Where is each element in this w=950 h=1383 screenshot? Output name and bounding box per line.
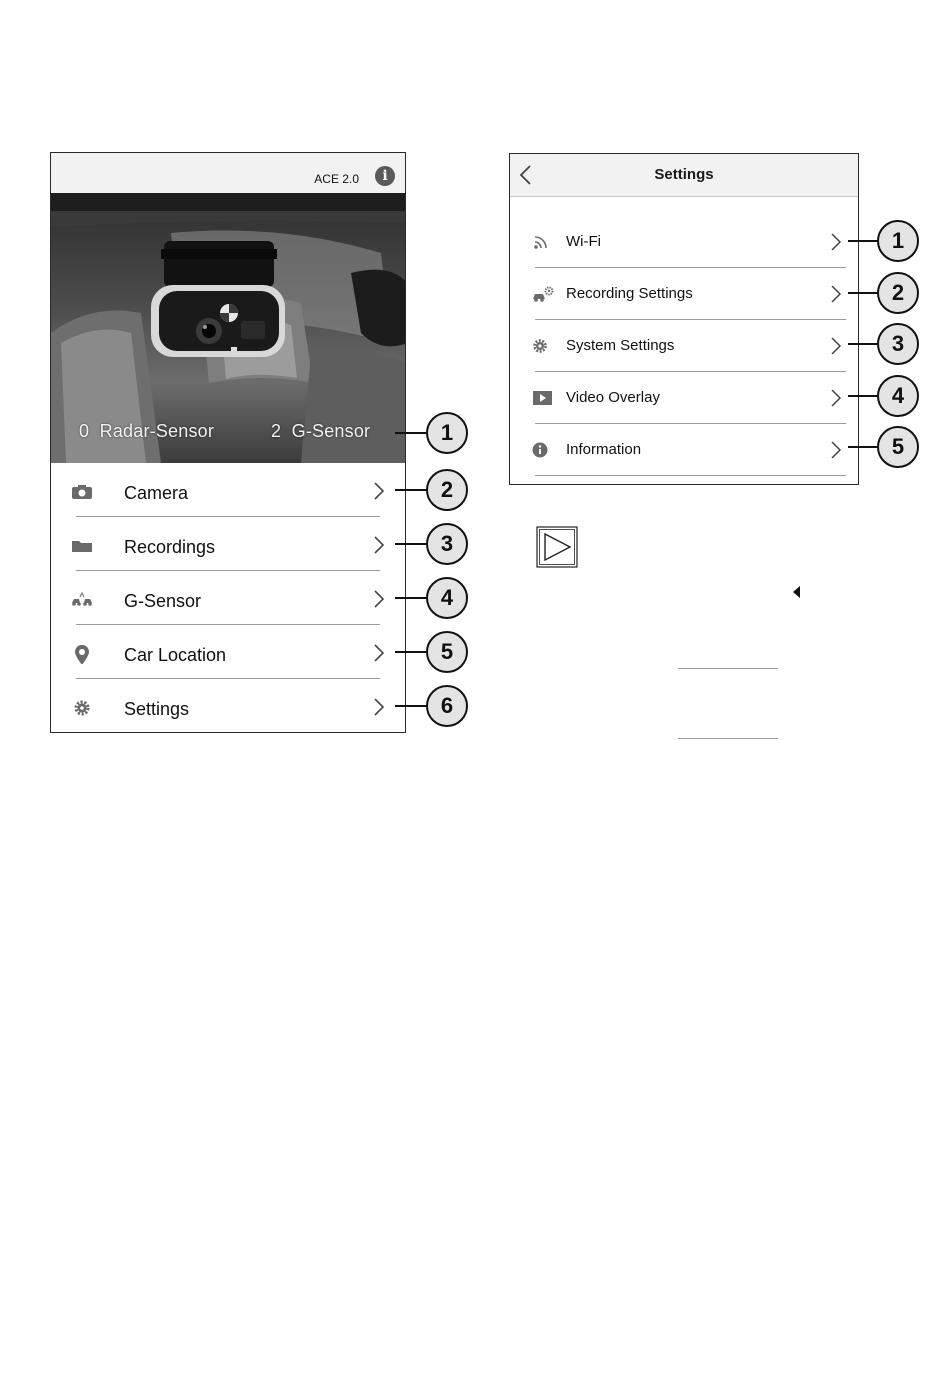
play-box-icon [532,390,554,406]
chevron-right-icon [830,388,842,408]
callout-leader [848,240,878,242]
divider [535,475,846,476]
callout-5: 5 [877,426,919,468]
home-screen [50,152,406,733]
settings-item-label: Information [566,441,642,458]
home-topbar [51,153,405,193]
callout-leader [395,489,427,491]
home-menu [51,463,405,733]
menu-item-settings[interactable] [51,679,405,733]
g-sensor-label: G-Sensor [291,421,371,441]
menu-item-car-location[interactable] [51,625,405,679]
folder-icon [71,537,93,555]
settings-screen [509,153,859,485]
settings-item-video-overlay[interactable] [510,372,858,424]
settings-header [510,154,858,197]
callout-leader [848,395,878,397]
callout-4: 4 [426,577,468,619]
chevron-right-icon [373,589,385,609]
gear-icon [71,699,93,717]
callout-leader [848,343,878,345]
menu-item-label: Settings [124,699,190,719]
menu-item-label: Recordings [124,537,216,557]
callout-3: 3 [877,323,919,365]
chevron-right-icon [373,643,385,663]
settings-item-label: System Settings [566,337,675,354]
app-version: ACE 2.0 [314,172,359,186]
dashcam-photo [51,193,405,463]
car-crash-icon [71,591,93,609]
menu-item-label: Camera [124,483,189,503]
callout-1: 1 [426,412,468,454]
chevron-right-icon [830,336,842,356]
wifi-icon [532,234,554,250]
gear-icon [532,338,554,354]
callout-3: 3 [426,523,468,565]
camera-icon [71,483,93,501]
settings-item-label: Wi-Fi [566,233,601,250]
g-sensor-count-value: 2 [271,421,282,441]
radar-sensor-label: Radar-Sensor [99,421,215,441]
settings-item-recording-settings[interactable] [510,268,858,320]
page-title: Settings [654,166,714,183]
callout-6: 6 [426,685,468,727]
menu-item-g-sensor[interactable] [51,571,405,625]
settings-item-label: Recording Settings [566,285,693,302]
callout-4: 4 [877,375,919,417]
info-icon [532,442,554,458]
settings-item-label: Video Overlay [566,389,660,406]
callout-leader [395,705,427,707]
rule-line [678,668,778,669]
callout-leader [395,597,427,599]
chevron-right-icon [373,481,385,501]
chevron-right-icon [830,440,842,460]
callout-leader [848,446,878,448]
menu-item-recordings[interactable] [51,517,405,571]
g-sensor-count [271,421,370,442]
rule-line [678,738,778,739]
chevron-right-icon [373,535,385,555]
note-play-icon [536,526,578,568]
location-pin-icon [71,642,93,664]
menu-item-camera[interactable] [51,463,405,517]
settings-item-system-settings[interactable] [510,320,858,372]
callout-2: 2 [877,272,919,314]
triangle-left-icon [792,585,802,599]
menu-item-label: Car Location [124,645,227,665]
settings-item-information[interactable] [510,424,858,476]
settings-menu [510,216,858,476]
callout-1: 1 [877,220,919,262]
callout-5: 5 [426,631,468,673]
chevron-right-icon [373,697,385,717]
radar-sensor-count [79,421,214,442]
settings-item-wifi[interactable] [510,216,858,268]
callout-leader [395,543,427,545]
callout-leader [395,651,427,653]
chevron-right-icon [830,284,842,304]
radar-sensor-count-value: 0 [79,421,90,441]
car-gear-icon [532,286,554,302]
callout-leader [848,292,878,294]
info-icon[interactable]: i [375,166,395,186]
callout-2: 2 [426,469,468,511]
callout-leader [395,432,427,434]
chevron-right-icon [830,232,842,252]
menu-item-label: G-Sensor [124,591,202,611]
